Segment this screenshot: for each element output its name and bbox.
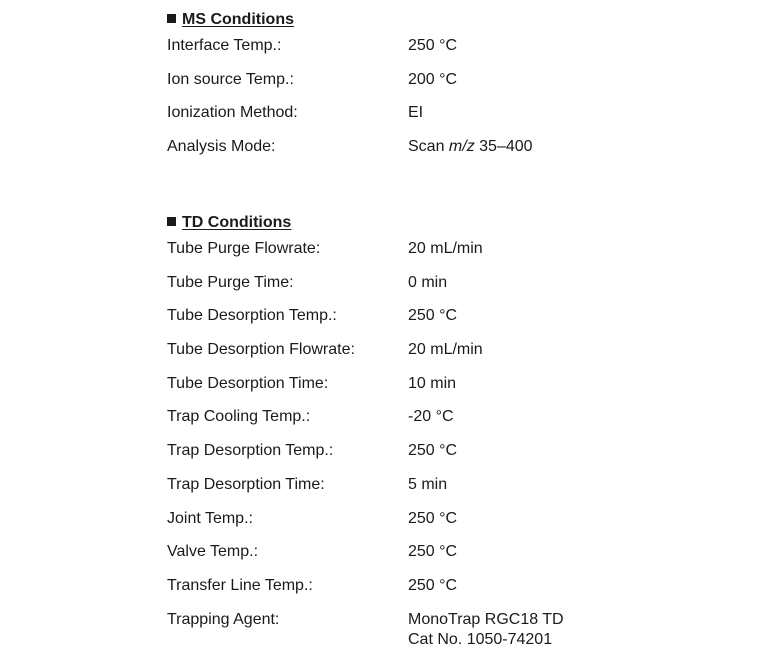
param-label: Transfer Line Temp.: <box>167 576 313 594</box>
param-row <box>167 610 727 648</box>
param-label: Tube Desorption Time: <box>167 374 329 392</box>
param-label: Trapping Agent: <box>167 610 280 628</box>
param-label: Tube Purge Time: <box>167 273 294 291</box>
param-label: Ion source Temp.: <box>167 70 294 88</box>
param-label: Tube Desorption Flowrate: <box>167 341 355 359</box>
ms-conditions-heading <box>167 9 727 31</box>
param-row <box>167 137 727 171</box>
param-value <box>408 137 533 157</box>
param-value: 0 min <box>408 273 448 291</box>
param-value: 5 min <box>408 475 448 493</box>
param-value: 250 °C <box>408 543 458 561</box>
td-conditions-heading <box>167 212 727 234</box>
param-value: 20 mL/min <box>408 240 483 257</box>
param-label: Valve Temp.: <box>167 543 259 561</box>
param-value <box>408 610 564 650</box>
ms-conditions-title: MS Conditions <box>182 11 294 28</box>
td-conditions-title: TD Conditions <box>182 214 292 231</box>
param-value: 250 °C <box>408 307 458 325</box>
param-label: Ionization Method: <box>167 104 298 122</box>
param-value: EI <box>408 104 424 122</box>
param-row <box>167 407 727 441</box>
param-row <box>167 576 727 610</box>
param-label: Trap Desorption Time: <box>167 475 325 493</box>
param-label: Trap Cooling Temp.: <box>167 408 311 426</box>
param-row <box>167 374 727 408</box>
param-row <box>167 306 727 340</box>
param-row <box>167 70 727 104</box>
param-value: 250 °C <box>408 442 458 460</box>
value-prefix: Scan <box>408 138 449 156</box>
value-suffix: 35–400 <box>474 138 533 156</box>
param-row <box>167 103 727 137</box>
value-line-2: Cat No. 1050-74201 <box>408 630 553 648</box>
value-line-1: MonoTrap RGC18 TD <box>408 610 564 628</box>
param-value: 200 °C <box>408 70 458 88</box>
param-row <box>167 475 727 509</box>
td-conditions-section <box>167 212 727 648</box>
square-bullet-icon <box>167 217 176 226</box>
param-label: Analysis Mode: <box>167 138 276 156</box>
param-value: -20 °C <box>408 408 454 426</box>
param-row <box>167 509 727 543</box>
param-row <box>167 36 727 70</box>
value-italic: m/z <box>448 138 475 156</box>
square-bullet-icon <box>167 14 176 23</box>
param-value: 250 °C <box>408 509 458 527</box>
param-label: Trap Desorption Temp.: <box>167 442 334 460</box>
param-row <box>167 542 727 576</box>
param-row <box>167 273 727 307</box>
param-label: Tube Desorption Temp.: <box>167 307 337 325</box>
ms-conditions-section <box>167 9 727 171</box>
param-row <box>167 239 727 273</box>
param-value: 10 min <box>408 374 457 392</box>
param-label: Joint Temp.: <box>167 509 253 527</box>
param-value: 250 °C <box>408 37 458 54</box>
param-label: Tube Purge Flowrate: <box>167 240 321 257</box>
param-value: 250 °C <box>408 576 458 594</box>
param-row <box>167 340 727 374</box>
param-row <box>167 441 727 475</box>
param-value: 20 mL/min <box>408 341 483 359</box>
param-label: Interface Temp.: <box>167 37 282 54</box>
